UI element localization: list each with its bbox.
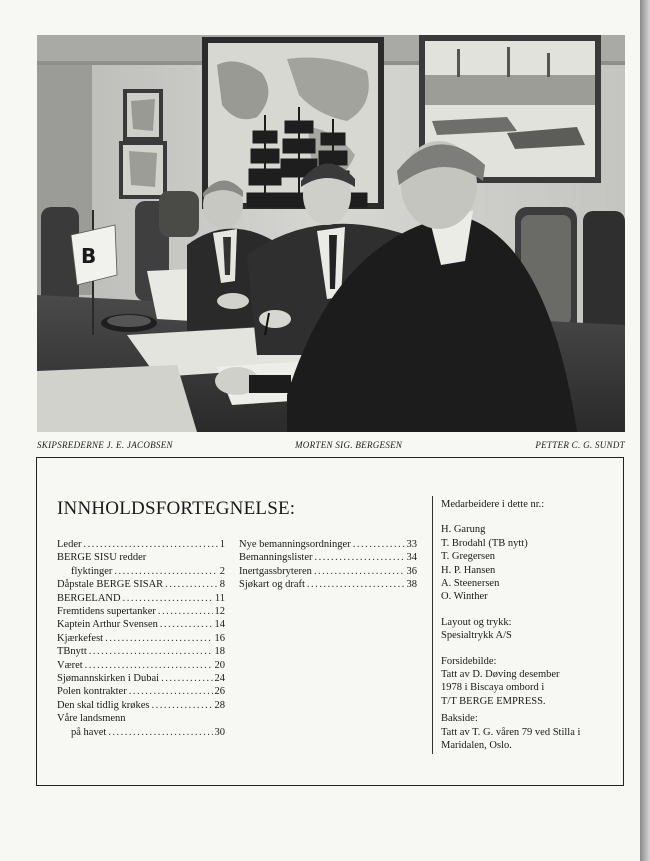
- contents-leader-dots: [315, 551, 405, 564]
- contents-entry-title: BERGELAND: [57, 592, 121, 604]
- contents-entry: [57, 538, 225, 551]
- contents-box: [36, 457, 624, 786]
- contents-entry-page: 36: [406, 565, 417, 577]
- contributor-name: T. Gregersen: [441, 551, 496, 563]
- contents-entry-page: 14: [214, 619, 225, 631]
- contents-entry: [57, 551, 225, 564]
- layout-value: Spesialtrykk A/S: [441, 630, 512, 642]
- contents-entry-title: Våre landsmenn: [57, 713, 126, 725]
- contents-entry: [57, 645, 225, 658]
- contents-entry-page: 8: [219, 579, 225, 591]
- small-map-frame-1: [123, 89, 163, 141]
- contents-entry: [239, 551, 417, 564]
- caption-center: MORTEN SIG. BERGESEN: [295, 440, 403, 450]
- contents-column-2: [239, 538, 417, 592]
- contents-entry-title: Den skal tidlig krøkes: [57, 699, 150, 711]
- contents-leader-dots: [307, 578, 405, 591]
- contents-entry-title: Dåpstale BERGE SISAR: [57, 579, 164, 591]
- contents-entry-title: Inertgassbryteren: [239, 565, 312, 577]
- contents-entry-page: 11: [214, 592, 225, 604]
- contents-entry: [57, 632, 225, 645]
- back-line: Tatt av T. G. våren 79 ved Stilla i: [441, 726, 581, 738]
- contributor-name: A. Steenersen: [441, 578, 500, 590]
- contributor-name: T. Brodahl (TB nytt): [441, 537, 528, 549]
- contents-entry-title: Polen kontrakter: [57, 686, 127, 698]
- contents-leader-dots: [161, 672, 212, 685]
- contents-entry: [57, 712, 225, 725]
- contents-entry-page: 2: [219, 565, 225, 577]
- contributors-heading: Medarbeidere i dette nr.:: [441, 499, 545, 510]
- contents-entry-page: 34: [406, 552, 417, 564]
- contents-title: INNHOLDSFORTEGNELSE:: [57, 498, 296, 519]
- contents-entry-page: 16: [214, 632, 225, 644]
- contents-leader-dots: [129, 685, 213, 698]
- contents-leader-dots: [114, 565, 217, 578]
- contents-entry: [57, 578, 225, 591]
- contents-entry-title: Sjøkart og draft: [239, 579, 305, 591]
- contents-entry-title: BERGE SISU redder: [57, 552, 147, 564]
- contents-leader-dots: [165, 578, 218, 591]
- contributor-name: H. Garung: [441, 524, 486, 536]
- contents-entry-page: 20: [214, 659, 225, 671]
- contents-entry-page: 1: [219, 539, 225, 550]
- column-divider: [432, 496, 433, 754]
- contents-leader-dots: [108, 726, 212, 739]
- contents-entry: [57, 592, 225, 605]
- contents-entry-title: Bemanningslister: [239, 552, 313, 564]
- contents-leader-dots: [314, 565, 405, 578]
- caption-right: PETTER C. G. SUNDT: [535, 440, 625, 450]
- contents-entry-page: 33: [406, 539, 417, 550]
- contents-entry-page: 12: [214, 606, 225, 618]
- photo-captions: [37, 440, 625, 454]
- contents-entry-title: TBnytt: [57, 646, 87, 658]
- contents-entry: [57, 672, 225, 685]
- contributor-name: O. Winther: [441, 591, 488, 603]
- cover-line: Tatt av D. Døving desember: [441, 669, 560, 681]
- back-heading: Bakside:: [441, 713, 478, 725]
- caption-left: SKIPSREDERNE J. E. JACOBSEN: [37, 440, 173, 450]
- contents-leader-dots: [158, 605, 213, 618]
- contents-leader-dots: [353, 538, 405, 551]
- contents-entry-page: 26: [214, 686, 225, 698]
- cover-line: 1978 i Biscaya ombord i: [441, 682, 545, 694]
- contents-entry: [239, 565, 417, 578]
- contents-entry-title: Kaptein Arthur Svensen: [57, 619, 158, 631]
- credits-column: [441, 498, 621, 753]
- contents-column-1: [57, 538, 225, 739]
- contents-entry: [57, 726, 225, 739]
- contents-entry: [239, 578, 417, 591]
- contents-leader-dots: [160, 618, 213, 631]
- contents-entry-page: 24: [214, 673, 225, 685]
- contents-entry: [239, 538, 417, 551]
- cover-heading: Forsidebilde:: [441, 655, 497, 667]
- contents-leader-dots: [151, 699, 212, 712]
- contents-entry-title: Været: [57, 659, 83, 671]
- contents-entry-page: 30: [214, 726, 225, 738]
- layout-heading: Layout og trykk:: [441, 616, 512, 628]
- contents-leader-dots: [83, 538, 217, 551]
- back-line: Maridalen, Oslo.: [441, 740, 512, 752]
- contents-entry-page: 38: [406, 579, 417, 591]
- contents-leader-dots: [123, 592, 213, 605]
- contents-entry-title: Sjømannskirken i Dubai: [57, 673, 160, 685]
- contributor-name: H. P. Hansen: [441, 564, 496, 576]
- photo-illustration: [37, 35, 625, 432]
- contents-entry: [57, 618, 225, 631]
- cover-line: T/T BERGE EMPRESS.: [441, 695, 546, 707]
- contents-entry-title: Leder: [57, 539, 82, 550]
- contents-entry-page: 28: [214, 699, 225, 711]
- contents-leader-dots: [89, 645, 213, 658]
- board-meeting-photo: [37, 35, 625, 432]
- contents-entry: [57, 699, 225, 712]
- contents-leader-dots: [85, 659, 213, 672]
- contents-leader-dots: [105, 632, 212, 645]
- contents-entry: [57, 605, 225, 618]
- contents-entry-title: Nye bemanningsordninger: [239, 539, 351, 550]
- contents-entry: [57, 659, 225, 672]
- contents-entry: [57, 685, 225, 698]
- contents-entry: [57, 565, 225, 578]
- contents-entry-page: 18: [214, 646, 225, 658]
- small-map-frame-2: [119, 141, 167, 199]
- contents-entry-title: flyktinger: [71, 565, 113, 577]
- contents-entry-title: Fremtidens supertanker: [57, 606, 156, 618]
- contents-entry-title: Kjærkefest: [57, 632, 104, 644]
- page-edge: [640, 0, 650, 861]
- contents-entry-title: på havet: [71, 726, 107, 738]
- svg-text:B: B: [81, 244, 97, 268]
